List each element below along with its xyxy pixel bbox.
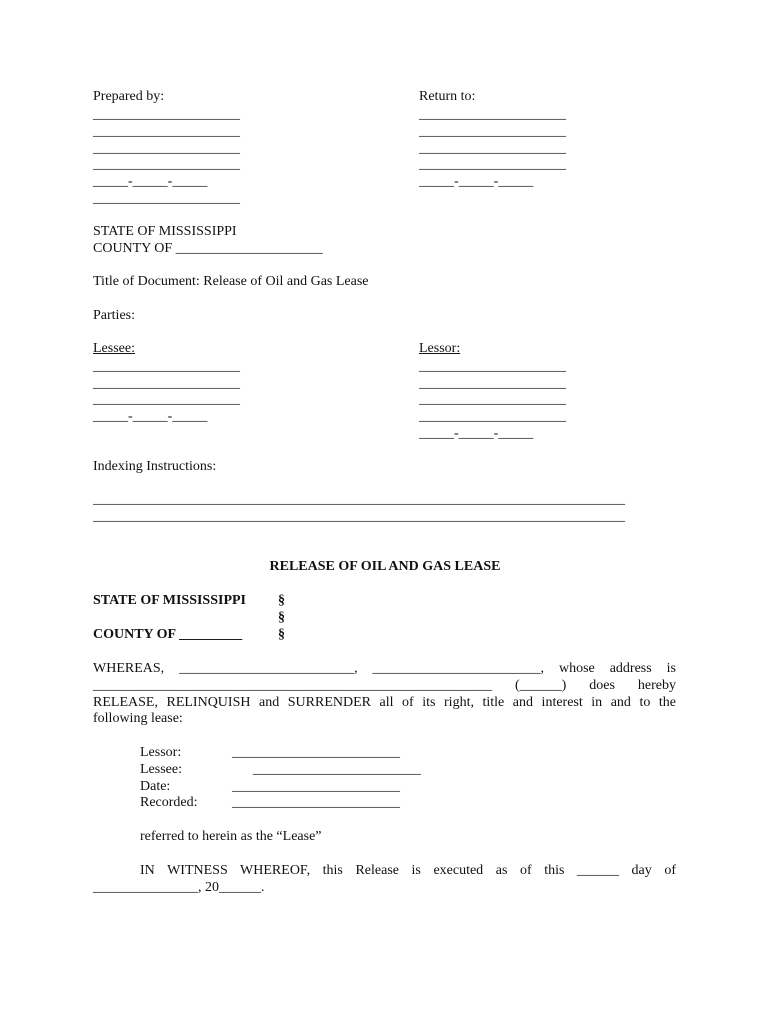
lease-field-lessee-label: Lessee:	[140, 762, 182, 777]
prepared-by-line: _____________________	[93, 141, 240, 156]
lessor-line: _____________________	[419, 376, 566, 391]
return-to-line: _____________________	[419, 157, 566, 172]
lease-field-date-blank: ________________________	[232, 779, 400, 794]
whereas-line: WHEREAS, _________________________, ________________________, whose address is	[93, 661, 676, 676]
prepared-by-label: Prepared by:	[93, 89, 165, 104]
cover-county: COUNTY OF _____________________	[93, 241, 323, 256]
section-symbol: §	[278, 593, 285, 608]
parties-label: Parties:	[93, 308, 135, 323]
release-state: STATE OF MISSISSIPPI	[93, 593, 247, 608]
return-to-label: Return to:	[419, 89, 476, 104]
lessor-line: _____________________	[419, 409, 566, 424]
whereas-line-last: following lease:	[93, 711, 183, 726]
section-symbol: §	[278, 610, 285, 625]
lessor-label: Lessor:	[419, 341, 461, 356]
release-heading: RELEASE OF OIL AND GAS LEASE	[269, 559, 501, 574]
lessee-phone: _____-_____-_____	[93, 409, 208, 424]
whereas-line: _________________________________________________________ (______) does hereby	[93, 678, 676, 693]
indexing-line: ____________________________________________________________________________	[93, 509, 625, 524]
whereas-line: RELEASE, RELINQUISH and SURRENDER all of its right, title and interest in and to the	[93, 695, 676, 710]
lease-field-lessor-blank: ________________________	[232, 745, 400, 760]
lessor-phone: _____-_____-_____	[419, 426, 534, 441]
section-symbol: §	[278, 627, 285, 642]
lessee-line: _____________________	[93, 359, 240, 374]
indexing-label: Indexing Instructions:	[93, 459, 217, 474]
lease-field-lessor-label: Lessor:	[140, 745, 182, 760]
lease-field-recorded-blank: ________________________	[232, 795, 400, 810]
prepared-by-line: _____________________	[93, 107, 240, 122]
lease-field-lessee-blank: ________________________	[232, 762, 421, 777]
prepared-by-line: _____________________	[93, 191, 240, 206]
witness-line-date: _______________, 20______.	[93, 880, 265, 895]
return-to-line: _____________________	[419, 124, 566, 139]
lessee-label: Lessee:	[93, 341, 135, 356]
lessee-line: _____________________	[93, 392, 240, 407]
lessor-line: _____________________	[419, 392, 566, 407]
lease-field-date-label: Date:	[140, 779, 171, 794]
return-to-line: _____________________	[419, 141, 566, 156]
prepared-by-line: _____________________	[93, 157, 240, 172]
lessor-line: _____________________	[419, 359, 566, 374]
prepared-by-line: _____________________	[93, 124, 240, 139]
indexing-line: ____________________________________________________________________________	[93, 492, 625, 507]
referred-text: referred to herein as the “Lease”	[140, 829, 322, 844]
return-to-line: _____________________	[419, 107, 566, 122]
title-of-document: Title of Document: Release of Oil and Gas Lease	[93, 274, 369, 289]
return-to-phone: _____-_____-_____	[419, 174, 534, 189]
witness-line: IN WITNESS WHEREOF, this Release is executed as of this ______ day of	[140, 863, 676, 878]
lessee-line: _____________________	[93, 376, 240, 391]
lease-field-recorded-label: Recorded:	[140, 795, 198, 810]
release-county: COUNTY OF _________	[93, 627, 243, 642]
prepared-by-phone: _____-_____-_____	[93, 174, 208, 189]
cover-state: STATE OF MISSISSIPPI	[93, 224, 237, 239]
